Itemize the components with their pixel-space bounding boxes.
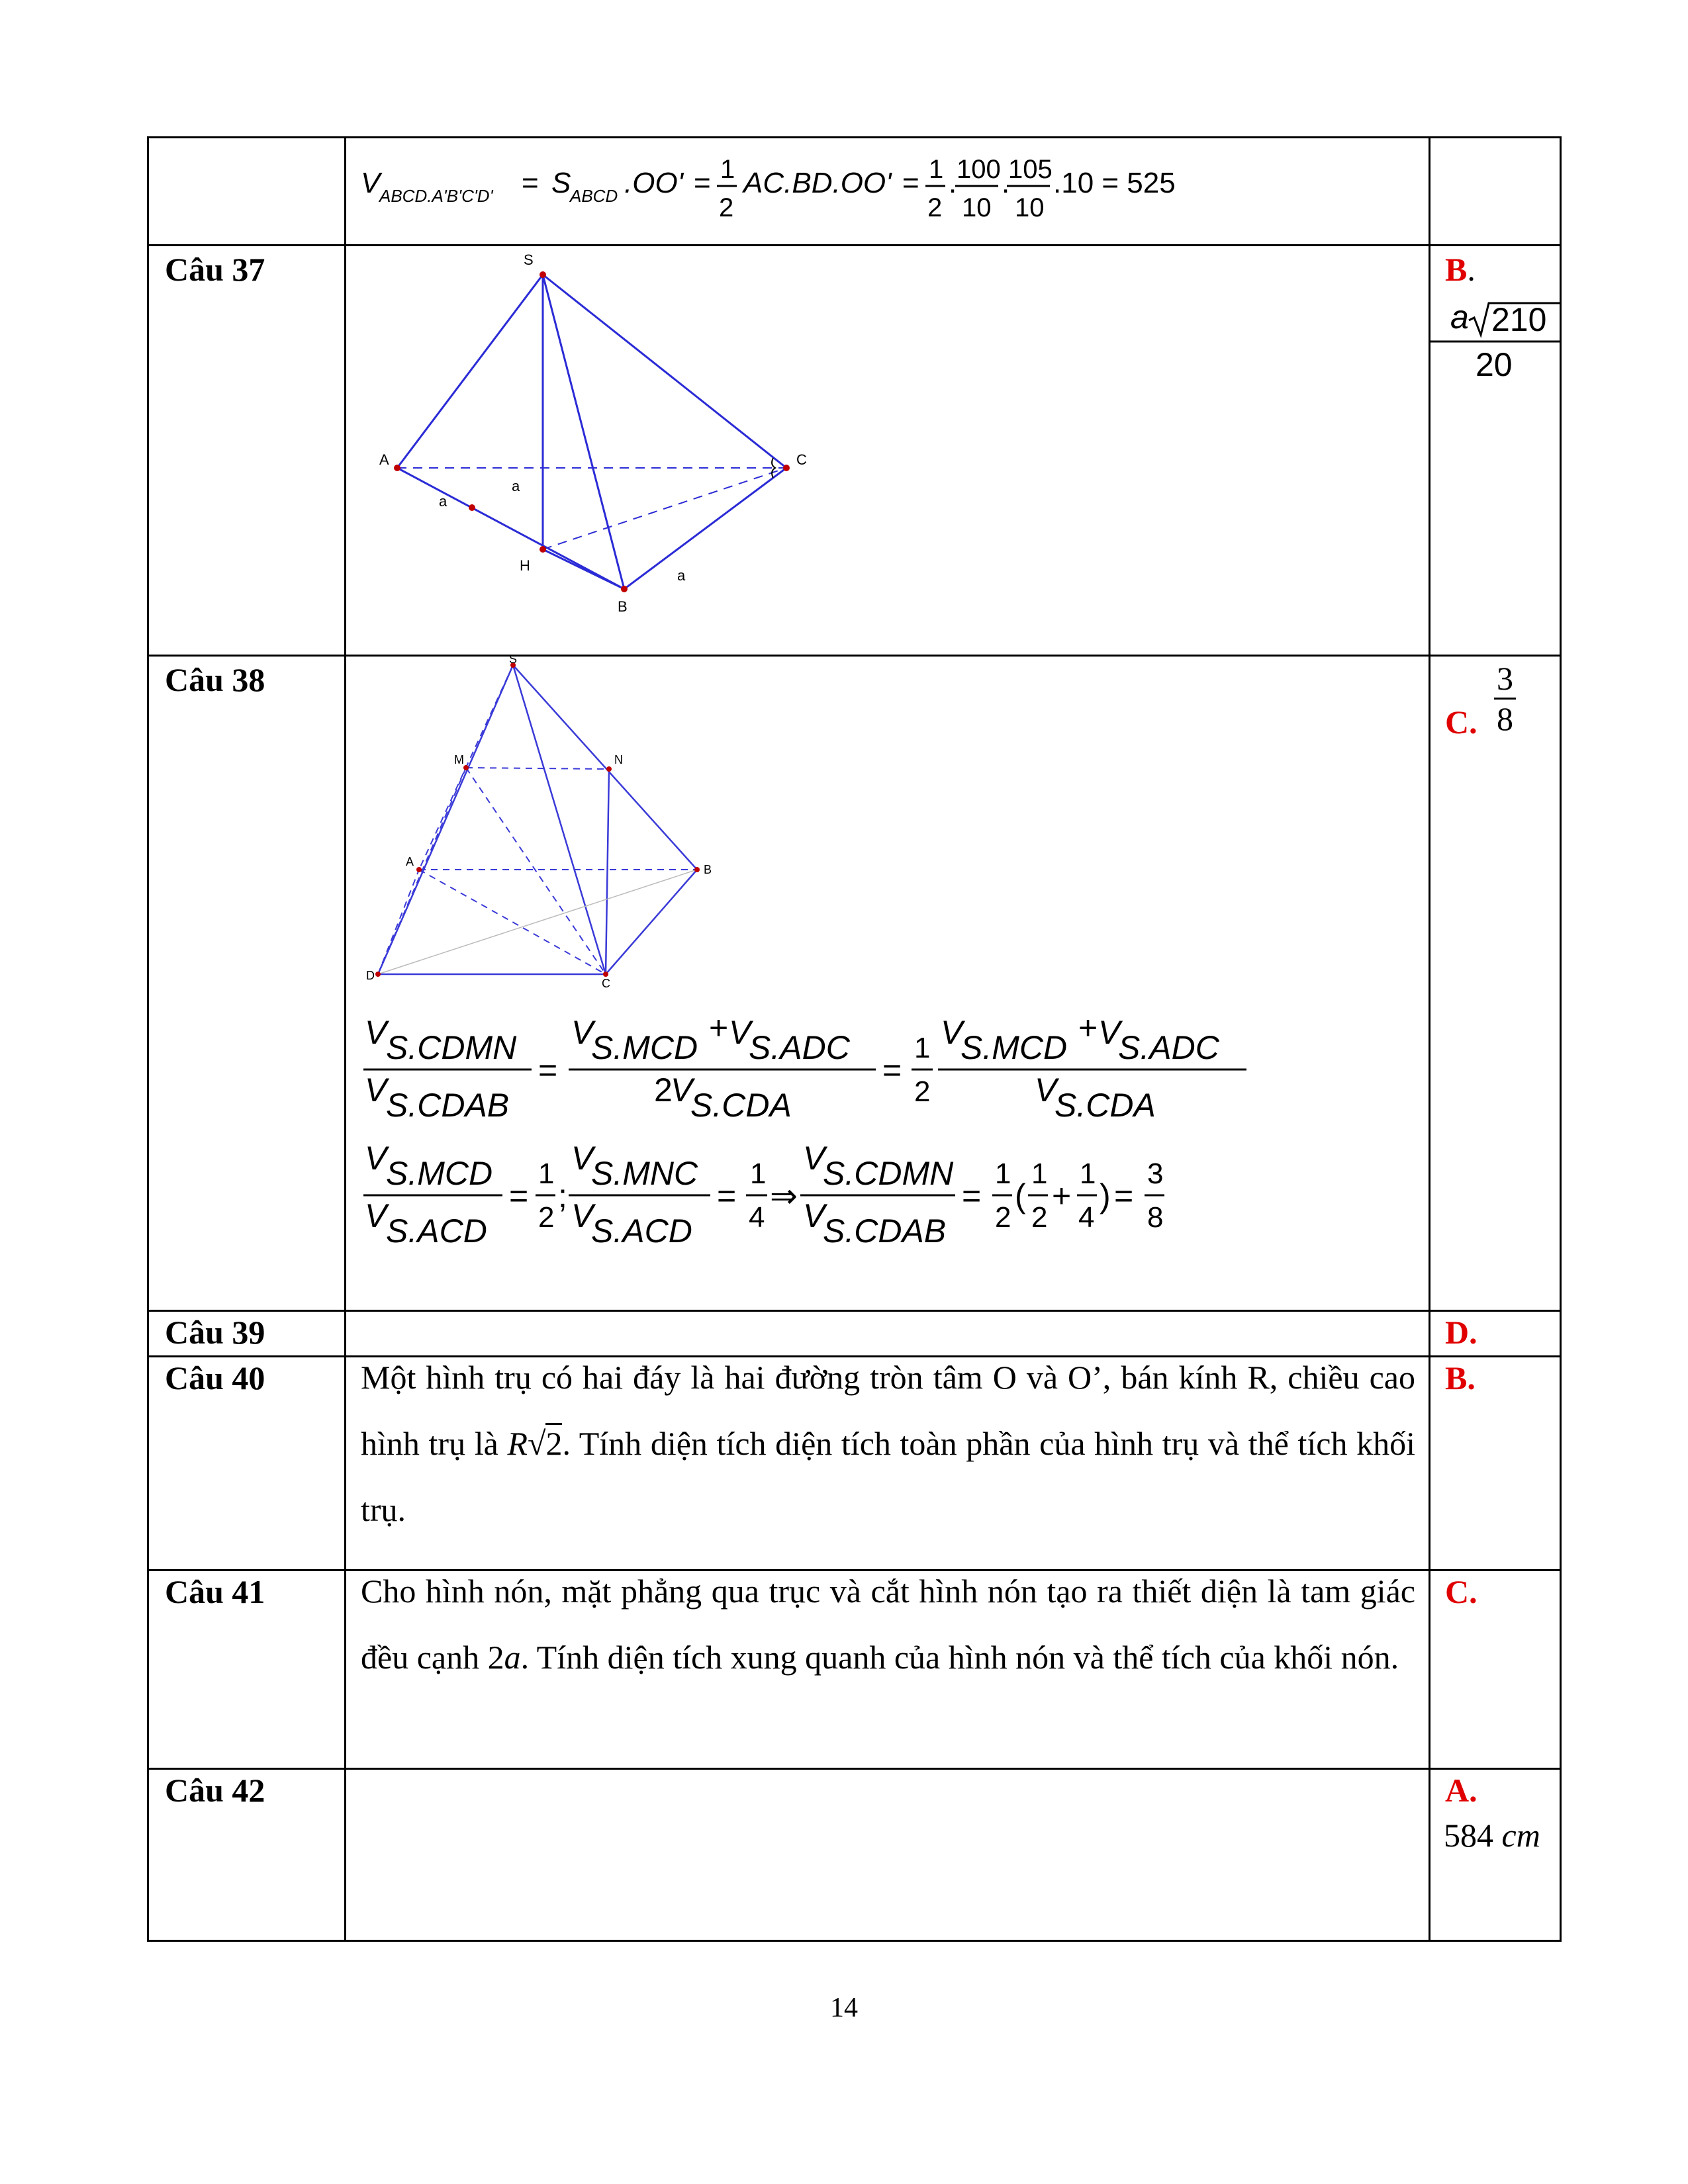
svg-text:=: = — [882, 1052, 902, 1089]
answer-cell — [1430, 138, 1561, 246]
svg-text:=: = — [962, 1177, 982, 1214]
vertex-label-n: N — [614, 753, 623, 766]
solution-table — [147, 136, 1562, 1942]
svg-text:210: 210 — [1491, 301, 1547, 338]
vertex-label-m: M — [454, 753, 464, 766]
equals: = — [522, 167, 539, 199]
svg-text:V: V — [1035, 1071, 1057, 1109]
svg-text:V: V — [1098, 1014, 1121, 1051]
svg-text:S.CDA: S.CDA — [1055, 1087, 1156, 1124]
svg-text:⇒: ⇒ — [770, 1177, 798, 1214]
s-subscript: ABCD — [570, 186, 618, 206]
svg-text:a: a — [1450, 298, 1469, 336]
vertex-label-a: A — [406, 855, 414, 868]
answer-value-38: $\frac{3}{8}$ — [1494, 659, 1516, 738]
question-text: Một hình trụ có hai đáy là hai đường tròn tâm O và O’, bán kính R, chiều cao hình trụ là R√2. Tính diện tích diện tích toàn phần của hình trụ và thể tích khối trụ. — [361, 1359, 1415, 1528]
page-number: 14 — [830, 1993, 858, 2023]
svg-text:V: V — [365, 1140, 387, 1177]
question-row-41 — [148, 1570, 1561, 1769]
frac-den: 2 — [927, 193, 943, 222]
frac-num: 105 — [1008, 155, 1053, 184]
svg-text:S.ADC: S.ADC — [1118, 1029, 1219, 1066]
pyramid-figure-37 — [346, 246, 1430, 651]
svg-text:V: V — [803, 1140, 825, 1177]
svg-text:V: V — [365, 1014, 387, 1051]
answer-cell — [1430, 246, 1561, 656]
svg-text:S.CDAB: S.CDAB — [386, 1087, 510, 1124]
answer-cell — [1430, 656, 1561, 1311]
answer-value-37 — [1430, 295, 1560, 388]
svg-text:S.MCD: S.MCD — [386, 1155, 493, 1192]
vertex-label-a: A — [379, 451, 389, 468]
svg-text:V: V — [803, 1197, 825, 1234]
svg-text:2: 2 — [538, 1201, 555, 1234]
question-label: Câu 41 — [165, 1573, 265, 1610]
edge-label-a: a — [512, 478, 520, 494]
svg-text:V: V — [365, 1071, 387, 1109]
content-cell — [346, 1357, 1430, 1570]
svg-text:S.ACD: S.ACD — [386, 1212, 487, 1250]
svg-text:S.ADC: S.ADC — [749, 1029, 850, 1066]
s-symbol: S — [551, 167, 571, 199]
svg-text:=: = — [538, 1052, 558, 1089]
acbd-term: AC.BD.OO' — [743, 167, 892, 199]
vertex-label-d: D — [366, 969, 375, 982]
frac-den: 10 — [962, 193, 992, 222]
vertex-label-s: S — [524, 251, 534, 268]
svg-text:;: ; — [558, 1177, 567, 1214]
svg-text:1: 1 — [1080, 1158, 1096, 1190]
frac-den: 10 — [1015, 193, 1045, 222]
answer-value-42: 584 cm — [1444, 1817, 1540, 1854]
svg-text:V: V — [571, 1014, 594, 1051]
question-label: Câu 38 — [165, 661, 265, 698]
svg-text:S.CDA: S.CDA — [690, 1087, 792, 1124]
question-label: Câu 42 — [165, 1772, 265, 1809]
equation-2 — [363, 1140, 1164, 1250]
answer-letter: C. — [1445, 1573, 1477, 1610]
svg-text:+: + — [1052, 1177, 1072, 1214]
vertex-label-b: B — [618, 598, 628, 615]
question-text: Cho hình nón, mặt phẳng qua trục và cắt hình nón tạo ra thiết diện là tam giác đều cạnh 2a. Tính diện tích xung quanh của hình nón và thể tích của khối nón. — [361, 1572, 1415, 1676]
svg-text:2: 2 — [914, 1075, 931, 1108]
svg-text:V: V — [571, 1140, 594, 1177]
svg-text:8: 8 — [1147, 1201, 1164, 1234]
svg-text:V: V — [941, 1014, 963, 1051]
svg-text:V: V — [729, 1014, 751, 1051]
svg-text:V: V — [671, 1071, 693, 1109]
svg-text:S.CDAB: S.CDAB — [823, 1212, 947, 1250]
question-label: Câu 39 — [165, 1314, 265, 1351]
equals: = — [902, 167, 919, 199]
svg-text:S.CDMN: S.CDMN — [386, 1029, 517, 1066]
content-cell — [346, 1769, 1430, 1941]
oo-term: .OO' — [624, 167, 684, 199]
question-label: Câu 37 — [165, 251, 265, 288]
svg-text:S.ACD: S.ACD — [591, 1212, 692, 1250]
v-symbol: V — [361, 167, 381, 199]
answer-letter: C. — [1445, 704, 1477, 741]
result: .10 = 525 — [1053, 167, 1176, 199]
question-row-40 — [148, 1357, 1561, 1570]
question-label: Câu 40 — [165, 1359, 265, 1396]
answer-letter: B. — [1445, 1359, 1476, 1396]
question-row-38 — [148, 656, 1561, 1311]
svg-text:V: V — [571, 1197, 594, 1234]
svg-text:=: = — [1114, 1177, 1134, 1214]
frac-num: 100 — [957, 155, 1001, 184]
svg-text:3: 3 — [1147, 1158, 1164, 1190]
svg-text:1: 1 — [1031, 1158, 1048, 1190]
prism-volume-formula — [346, 138, 1430, 241]
svg-text:1: 1 — [750, 1158, 767, 1190]
row-continuation — [148, 138, 1561, 246]
svg-text:S.MNC: S.MNC — [591, 1155, 698, 1192]
question-row-37 — [148, 246, 1561, 656]
question-row-42 — [148, 1769, 1561, 1941]
svg-text:4: 4 — [749, 1201, 765, 1234]
equation-1 — [363, 1009, 1246, 1124]
svg-text:1: 1 — [995, 1158, 1011, 1190]
vertex-label-h: H — [520, 557, 530, 574]
svg-text:2: 2 — [654, 1071, 673, 1109]
svg-text:2: 2 — [1031, 1201, 1048, 1234]
svg-text:=: = — [717, 1177, 737, 1214]
svg-text:.: . — [1002, 167, 1010, 199]
svg-text:+: + — [709, 1009, 729, 1046]
svg-text:4: 4 — [1078, 1201, 1095, 1234]
frac-den: 2 — [719, 193, 734, 222]
svg-text:1: 1 — [538, 1158, 555, 1190]
edge-label-a: a — [677, 567, 686, 584]
content-cell — [346, 1570, 1430, 1769]
svg-text:20: 20 — [1476, 346, 1513, 383]
answer-letter: A. — [1445, 1772, 1477, 1809]
svg-text:V: V — [365, 1197, 387, 1234]
frac-num: 1 — [720, 155, 735, 184]
vertex-label-b: B — [704, 863, 712, 876]
content-cell — [346, 246, 1430, 656]
svg-text:1: 1 — [914, 1032, 931, 1064]
vertex-label-c: C — [796, 451, 807, 468]
equals: = — [694, 167, 711, 199]
answer-letter: B. — [1445, 251, 1476, 288]
svg-text:(: ( — [1015, 1177, 1026, 1214]
svg-text:+: + — [1078, 1009, 1098, 1046]
content-cell — [346, 138, 1430, 246]
edge-label-a: a — [439, 493, 447, 510]
svg-text:S.MCD: S.MCD — [961, 1029, 1068, 1066]
svg-text:=: = — [509, 1177, 529, 1214]
pyramid-figure-38 — [346, 657, 1430, 1306]
svg-text:): ) — [1100, 1177, 1111, 1214]
svg-text:2: 2 — [995, 1201, 1011, 1234]
vertex-label-c: C — [602, 977, 610, 990]
answer-letter: D. — [1445, 1314, 1477, 1351]
frac-num: 1 — [929, 155, 944, 184]
v-subscript: ABCD.A'B'C'D' — [379, 186, 493, 206]
svg-text:.: . — [949, 167, 957, 199]
content-cell — [346, 656, 1430, 1311]
label-cell — [148, 138, 346, 246]
svg-text:S.MCD: S.MCD — [591, 1029, 698, 1066]
svg-text:S.CDMN: S.CDMN — [823, 1155, 954, 1192]
vertex-label-s: S — [509, 657, 518, 666]
